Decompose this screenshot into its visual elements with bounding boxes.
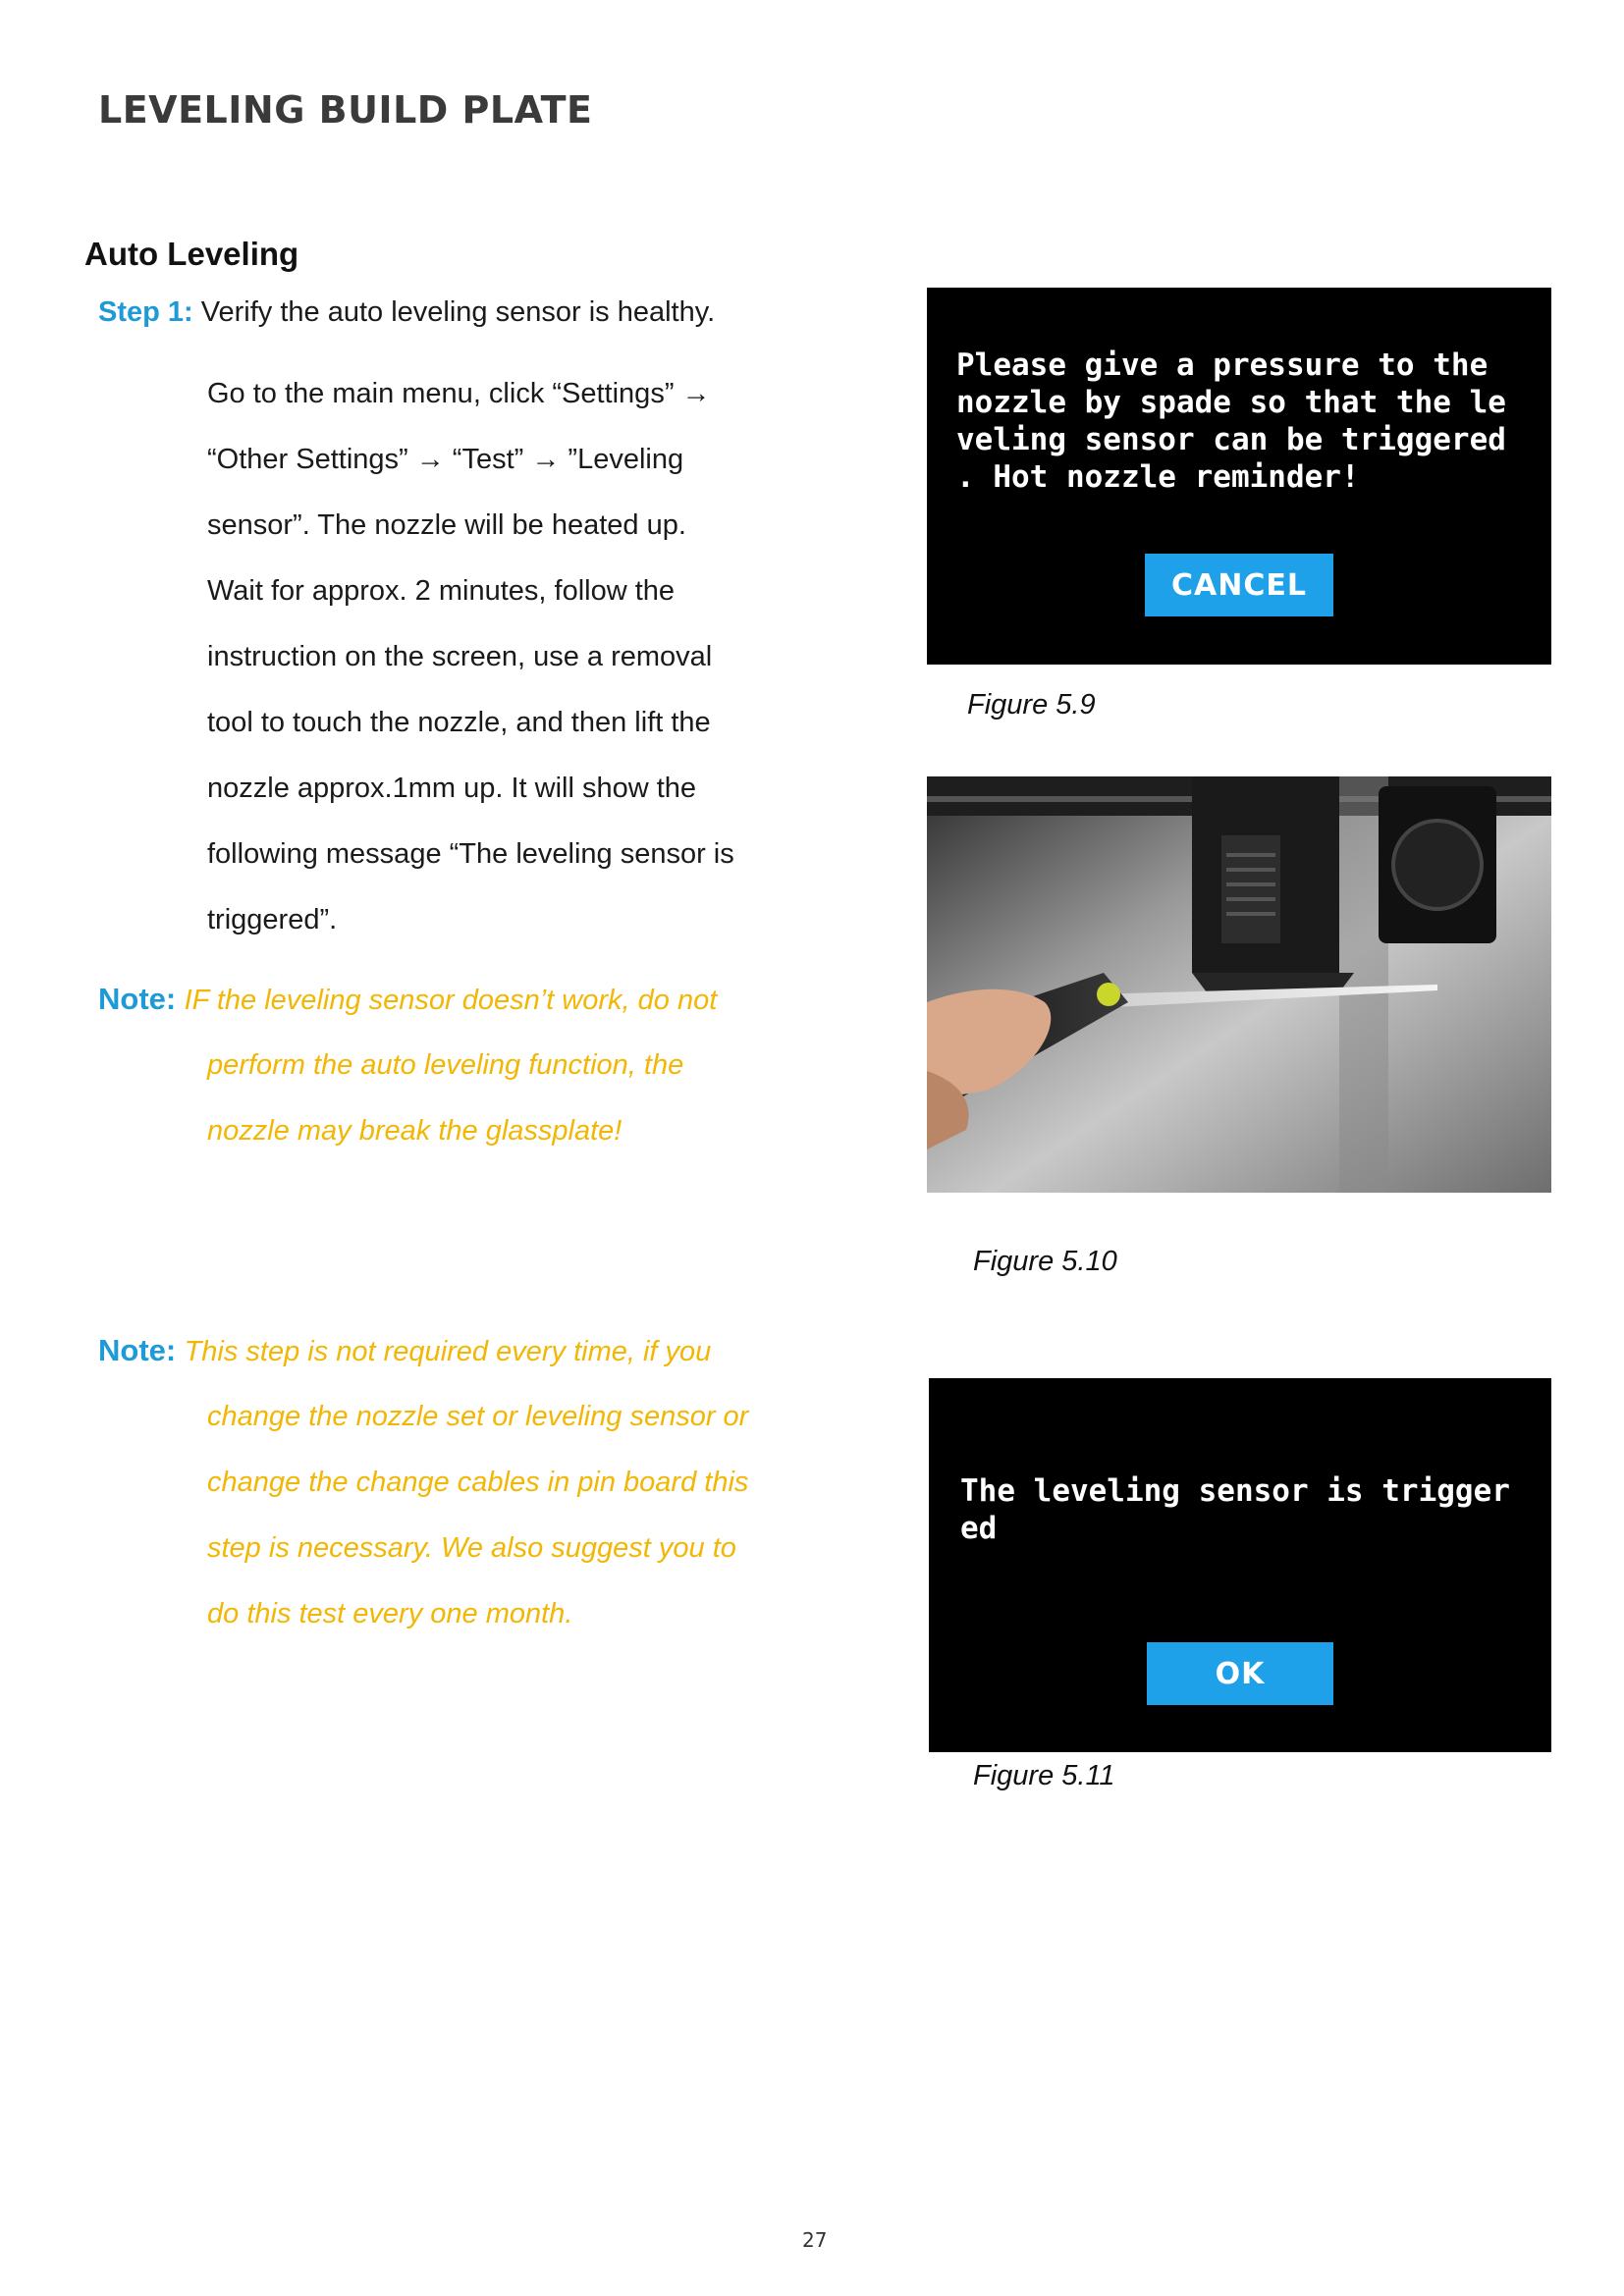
- note-2-intro: [98, 1333, 711, 1368]
- note-1-line: perform the auto leveling function, the: [207, 1049, 684, 1081]
- step-1-first-line: Verify the auto leveling sensor is healthy.: [200, 296, 716, 328]
- page-title: LEVELING BUILD PLATE: [98, 88, 593, 132]
- step-1-line: Go to the main menu, click “Settings” →: [207, 378, 711, 409]
- step-1-line: following message “The leveling sensor is: [207, 838, 734, 870]
- note-1-label: Note:: [98, 982, 177, 1016]
- note-1-line: nozzle may break the glassplate!: [207, 1115, 623, 1147]
- step-1-line: “Other Settings” → “Test” → ”Leveling: [207, 444, 684, 475]
- note-2-line: change the change cables in pin board this: [207, 1467, 749, 1498]
- cancel-button: CANCEL: [1145, 554, 1333, 616]
- figure-5-9-screen-text: Please give a pressure to the nozzle by spade so that the le veling sensor can be triggered . Hot nozzle reminder!: [956, 347, 1506, 495]
- figure-5-10-photo: [927, 776, 1551, 1193]
- step-1-line: sensor”. The nozzle will be heated up.: [207, 509, 686, 541]
- step-1-line: tool to touch the nozzle, and then lift the: [207, 707, 711, 738]
- note-2-line: change the nozzle set or leveling sensor or: [207, 1401, 749, 1432]
- figure-5-11-screen-text: The leveling sensor is trigger ed: [960, 1473, 1510, 1546]
- note-1-first-line: IF the leveling sensor doesn’t work, do not: [184, 985, 718, 1016]
- step-1-line: triggered”.: [207, 904, 338, 935]
- section-heading: Auto Leveling: [84, 236, 299, 272]
- note-1-intro: [98, 982, 717, 1017]
- figure-5-10-caption: Figure 5.10: [973, 1246, 1117, 1277]
- step-1-line: instruction on the screen, use a removal: [207, 641, 713, 672]
- figure-5-9-caption: Figure 5.9: [967, 689, 1096, 721]
- note-2-first-line: This step is not required every time, if you: [184, 1336, 712, 1367]
- step-1-intro: [98, 296, 715, 329]
- note-2-body: [207, 1384, 796, 1647]
- ok-button: OK: [1147, 1642, 1333, 1705]
- figure-5-9-screen: [927, 288, 1551, 665]
- note-2-line: step is necessary. We also suggest you to: [207, 1532, 736, 1564]
- page-number: 27: [802, 2228, 828, 2252]
- figure-5-11-screen: [929, 1378, 1551, 1752]
- step-1-label: Step 1:: [98, 296, 193, 328]
- note-1-body: [207, 1033, 796, 1164]
- figure-5-11-caption: Figure 5.11: [973, 1760, 1115, 1791]
- note-2-label: Note:: [98, 1333, 177, 1367]
- step-1-body: [207, 361, 757, 953]
- nozzle-photo-illustration: [927, 776, 1551, 1193]
- step-1-line: Wait for approx. 2 minutes, follow the: [207, 575, 676, 607]
- note-2-line: do this test every one month.: [207, 1598, 573, 1629]
- step-1-line: nozzle approx.1mm up. It will show the: [207, 773, 697, 804]
